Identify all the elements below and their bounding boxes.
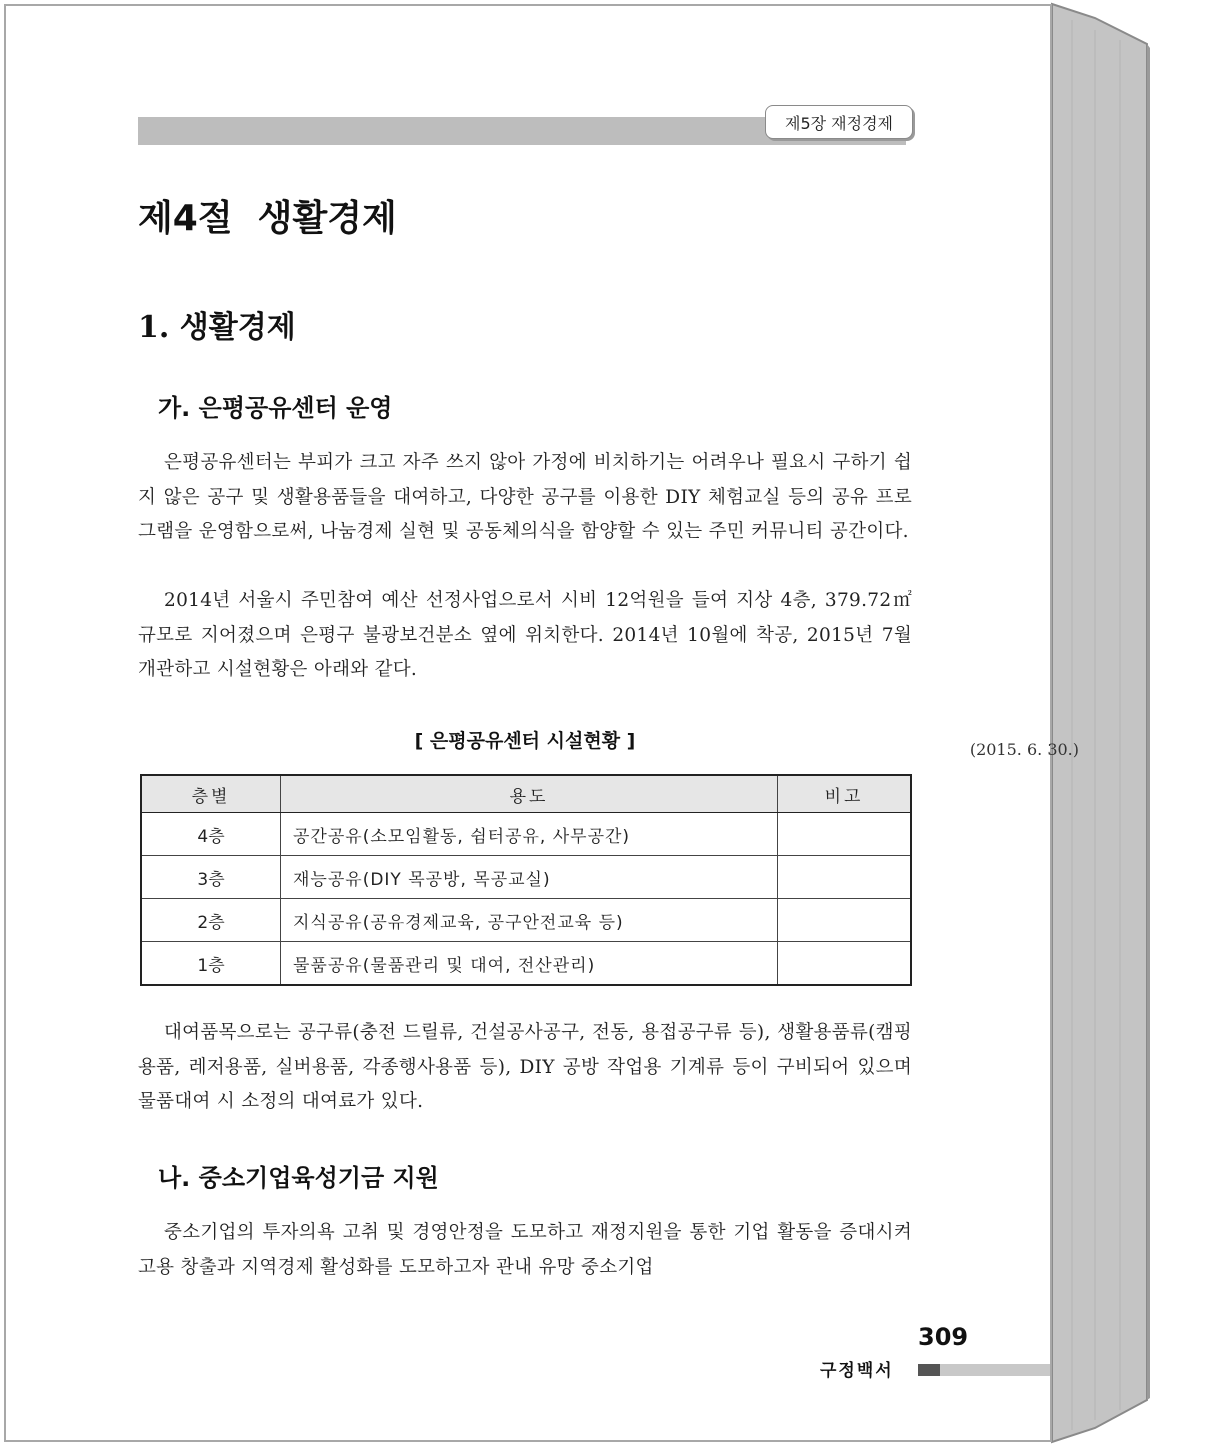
column-header-use: 용도	[281, 775, 778, 813]
section-title: 제4절 생활경제	[138, 198, 397, 239]
table-header-row	[141, 775, 911, 813]
table-date: (2015. 6. 30.)	[969, 740, 1079, 759]
cell-floor: 1층	[141, 942, 281, 986]
cell-note	[778, 813, 912, 856]
subsection-b-title: 나. 중소기업육성기금 지원	[158, 1164, 439, 1192]
paragraph-rental-items: 대여품목으로는 공구류(충전 드릴류, 건설공사공구, 전동, 용접공구류 등), 생활용품류(캠핑용품, 레저용품, 실버용품, 각종행사용품 등), DIY 공방 작업용 기계류 등이 구비되어 있으며 물품대여 시 소정의 대여료가 있다.	[138, 1022, 912, 1112]
cell-use: 재능공유(DIY 목공방, 목공교실)	[281, 856, 778, 899]
table-row	[141, 942, 911, 986]
cell-use: 물품공유(물품관리 및 대여, 전산관리)	[281, 942, 778, 986]
column-header-floor: 층별	[141, 775, 281, 813]
facility-table	[140, 774, 912, 986]
book-title: 구정백서	[820, 1361, 894, 1381]
cell-note	[778, 856, 912, 899]
cell-use: 공간공유(소모임활동, 쉼터공유, 사무공간)	[281, 813, 778, 856]
heading-level-1: 1. 생활경제	[138, 310, 296, 345]
chapter-tab: 제5장 재정경제	[765, 105, 913, 139]
footer-rule-light	[940, 1364, 1050, 1376]
table-caption: [ 은평공유센터 시설현황 ]	[414, 730, 636, 752]
paragraph-sme-fund: 중소기업의 투자의욕 고취 및 경영안정을 도모하고 재정지원을 통한 기업 활동을 증대시켜 고용 창출과 지역경제 활성화를 도모하고자 관내 유망 중소기업	[138, 1222, 912, 1278]
column-header-note: 비고	[778, 775, 912, 813]
cell-floor: 3층	[141, 856, 281, 899]
table-row	[141, 899, 911, 942]
cell-floor: 2층	[141, 899, 281, 942]
page-number: 309	[918, 1323, 969, 1351]
cell-note	[778, 899, 912, 942]
paragraph-intro: 은평공유센터는 부피가 크고 자주 쓰지 않아 가정에 비치하기는 어려우나 필요시 구하기 쉽지 않은 공구 및 생활용품들을 대여하고, 다양한 공구를 이용한 DIY 체험교실 등의 공유 프로그램을 운영함으로써, 나눔경제 실현 및 공동체의식을 함양할 수 있는 주민 커뮤니티 공간이다.	[138, 452, 912, 542]
table-row	[141, 813, 911, 856]
cell-use: 지식공유(공유경제교육, 공구안전교육 등)	[281, 899, 778, 942]
cell-note	[778, 942, 912, 986]
paragraph-history: 2014년 서울시 주민참여 예산 선정사업으로서 시비 12억원을 들여 지상 4층, 379.72㎡ 규모로 지어졌으며 은평구 불광보건분소 옆에 위치한다. 2014년 10월에 착공, 2015년 7월 개관하고 시설현황은 아래와 같다.	[138, 590, 912, 680]
subsection-a-title: 가. 은평공유센터 운영	[158, 394, 393, 422]
footer-rule-dark	[918, 1364, 940, 1376]
table-row	[141, 856, 911, 899]
cell-floor: 4층	[141, 813, 281, 856]
